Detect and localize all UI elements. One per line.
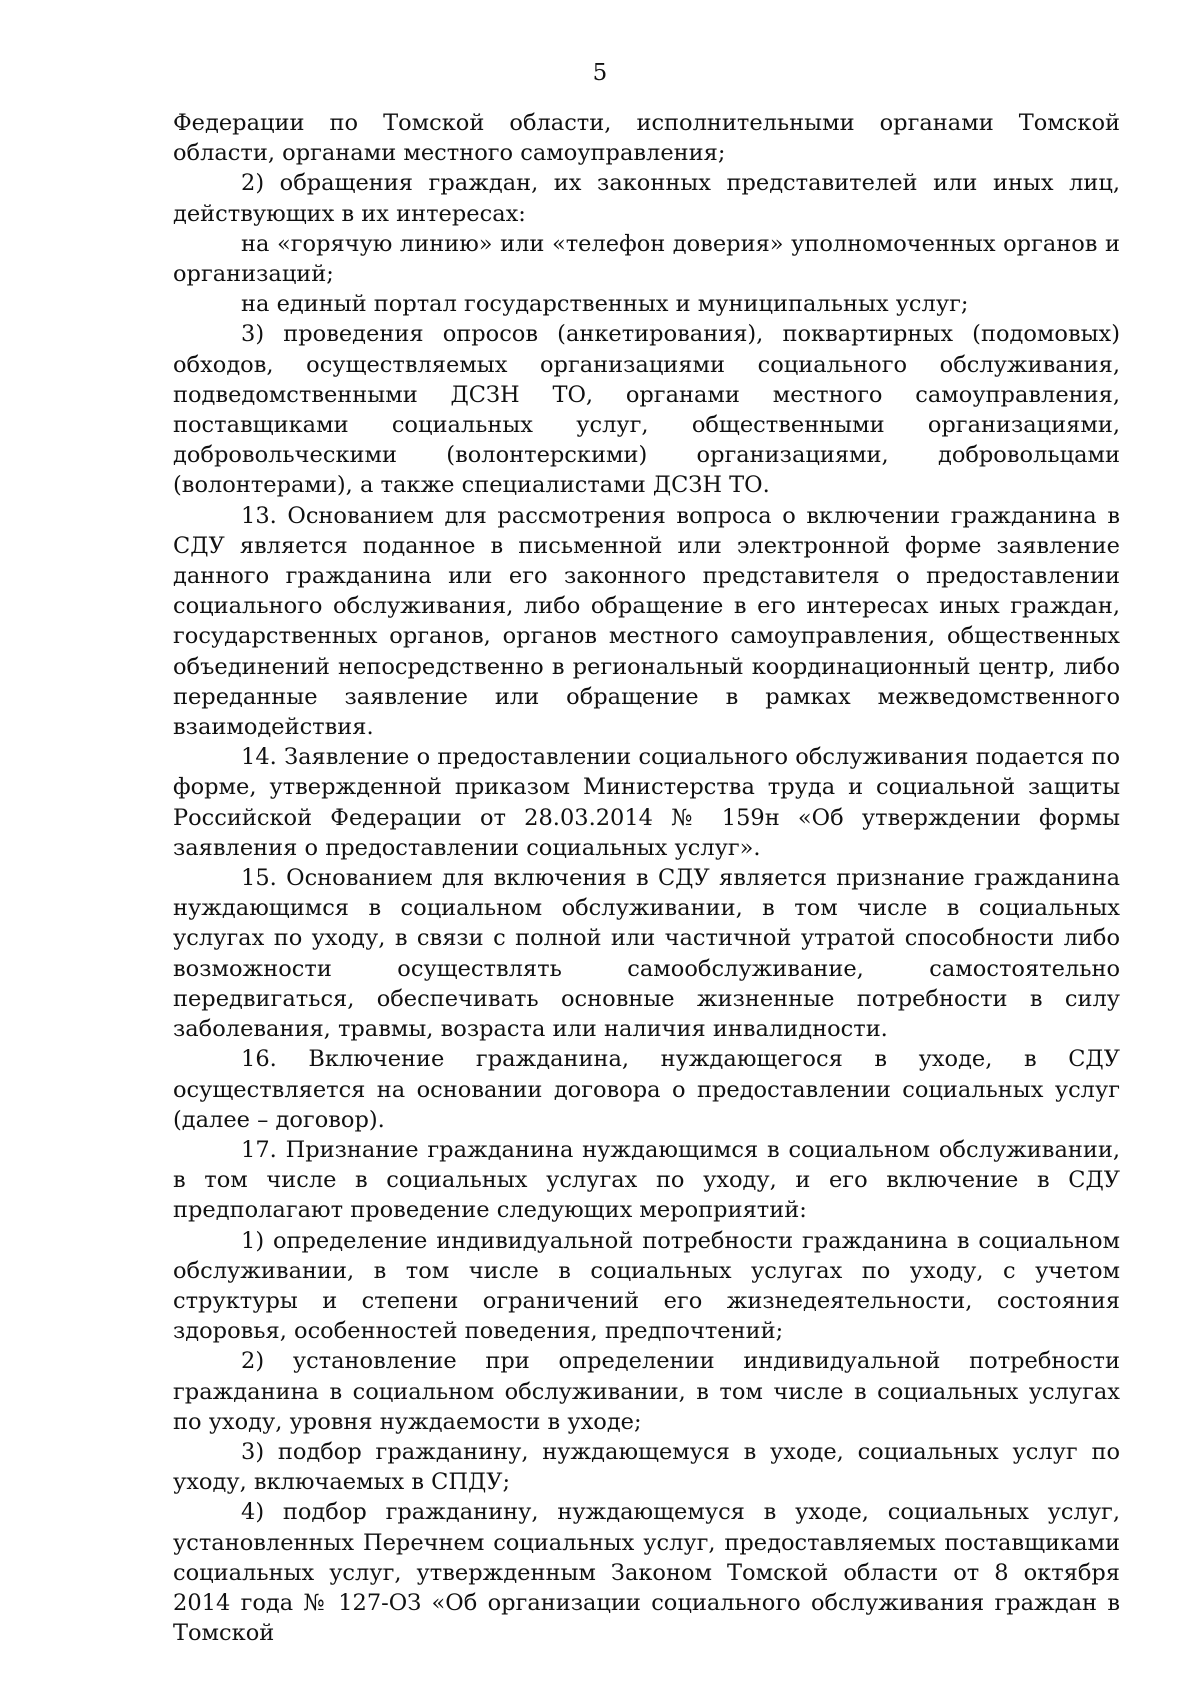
- paragraph-clause-17-item-3: 3) подбор гражданину, нуждающемуся в уходе, социальных услуг по уходу, включаемых в СПДУ;: [173, 1438, 1120, 1496]
- paragraph-clause-14: 14. Заявление о предоставлении социального обслуживания подается по форме, утвержденной приказом Министерства труда и социальной защиты Российской Федерации от 28.03.2014 № 159н «Об утверждении формы заявления о предоставлении социальных услуг».: [173, 744, 1120, 861]
- paragraph-clause-17: 17. Признание гражданина нуждающимся в социальном обслуживании, в том числе в социальных услугах по уходу, и его включение в СДУ предполагают проведение следующих мероприятий:: [173, 1136, 1120, 1224]
- paragraph-clause-17-item-4: 4) подбор гражданину, нуждающемуся в уходе, социальных услуг, установленных Перечнем социальных услуг, предоставляемых поставщиками социальных услуг, утвержденным Законом Томской области от 8 октября 2014 года № 127-ОЗ «Об организации социального обслуживания граждан в Томской: [173, 1499, 1120, 1647]
- paragraph-item-3-surveys: 3) проведения опросов (анкетирования), поквартирных (подомовых) обходов, осуществляемых организациями социального обслуживания, подведомственными ДСЗН ТО, органами местного самоуправления, поставщиками социальных услуг, общественными организациями, добровольческими (волонтерскими) организациями, добровольцами (волонтерами), а также специалистами ДСЗН ТО.: [173, 321, 1120, 499]
- paragraph-clause-17-item-2: 2) установление при определении индивидуальной потребности гражданина в социальном обслуживании, в том числе в социальных услугах по уходу, уровня нуждаемости в уходе;: [173, 1348, 1120, 1435]
- paragraph-continuation: Федерации по Томской области, исполнительными органами Томской области, органами местного самоуправления;: [173, 110, 1120, 167]
- paragraph-hotline: на «горячую линию» или «телефон доверия» уполномоченных органов и организаций;: [173, 230, 1120, 288]
- page-number: 5: [592, 60, 608, 86]
- paragraph-unified-portal: на единый портал государственных и муниципальных услуг;: [241, 291, 969, 318]
- paragraph-item-2-citizen-appeals: 2) обращения граждан, их законных представителей или иных лиц, действующих в их интересах:: [173, 170, 1120, 227]
- paragraph-clause-16: 16. Включение гражданина, нуждающегося в уходе, в СДУ осуществляется на основании договора о предоставлении социальных услуг (далее – договор).: [173, 1046, 1120, 1133]
- paragraph-clause-17-item-1: 1) определение индивидуальной потребности гражданина в социальном обслуживании, в том числе в социальных услугах по уходу, с учетом структуры и степени ограничений его жизнедеятельности, состояния здоровья, особенностей поведения, предпочтений;: [173, 1227, 1120, 1345]
- paragraph-clause-15: 15. Основанием для включения в СДУ является признание гражданина нуждающимся в социальном обслуживании, в том числе в социальных услугах по уходу, в связи с полной или частичной утратой способности либо возможности осуществлять самообслуживание, самостоятельно передвигаться, обеспечивать основные жизненные потребности в силу заболевания, травмы, возраста или наличия инвалидности.: [173, 865, 1120, 1043]
- paragraph-clause-13: 13. Основанием для рассмотрения вопроса о включении гражданина в СДУ является поданное в письменной или электронной форме заявление данного гражданина или его законного представителя о предоставлении социального обслуживания, либо обращение в его интересах иных граждан, государственных органов, органов местного самоуправления, общественных объединений непосредственно в региональный координационный центр, либо переданные заявление или обращение в рамках межведомственного взаимодействия.: [173, 502, 1120, 741]
- document-body: [173, 108, 1120, 1648]
